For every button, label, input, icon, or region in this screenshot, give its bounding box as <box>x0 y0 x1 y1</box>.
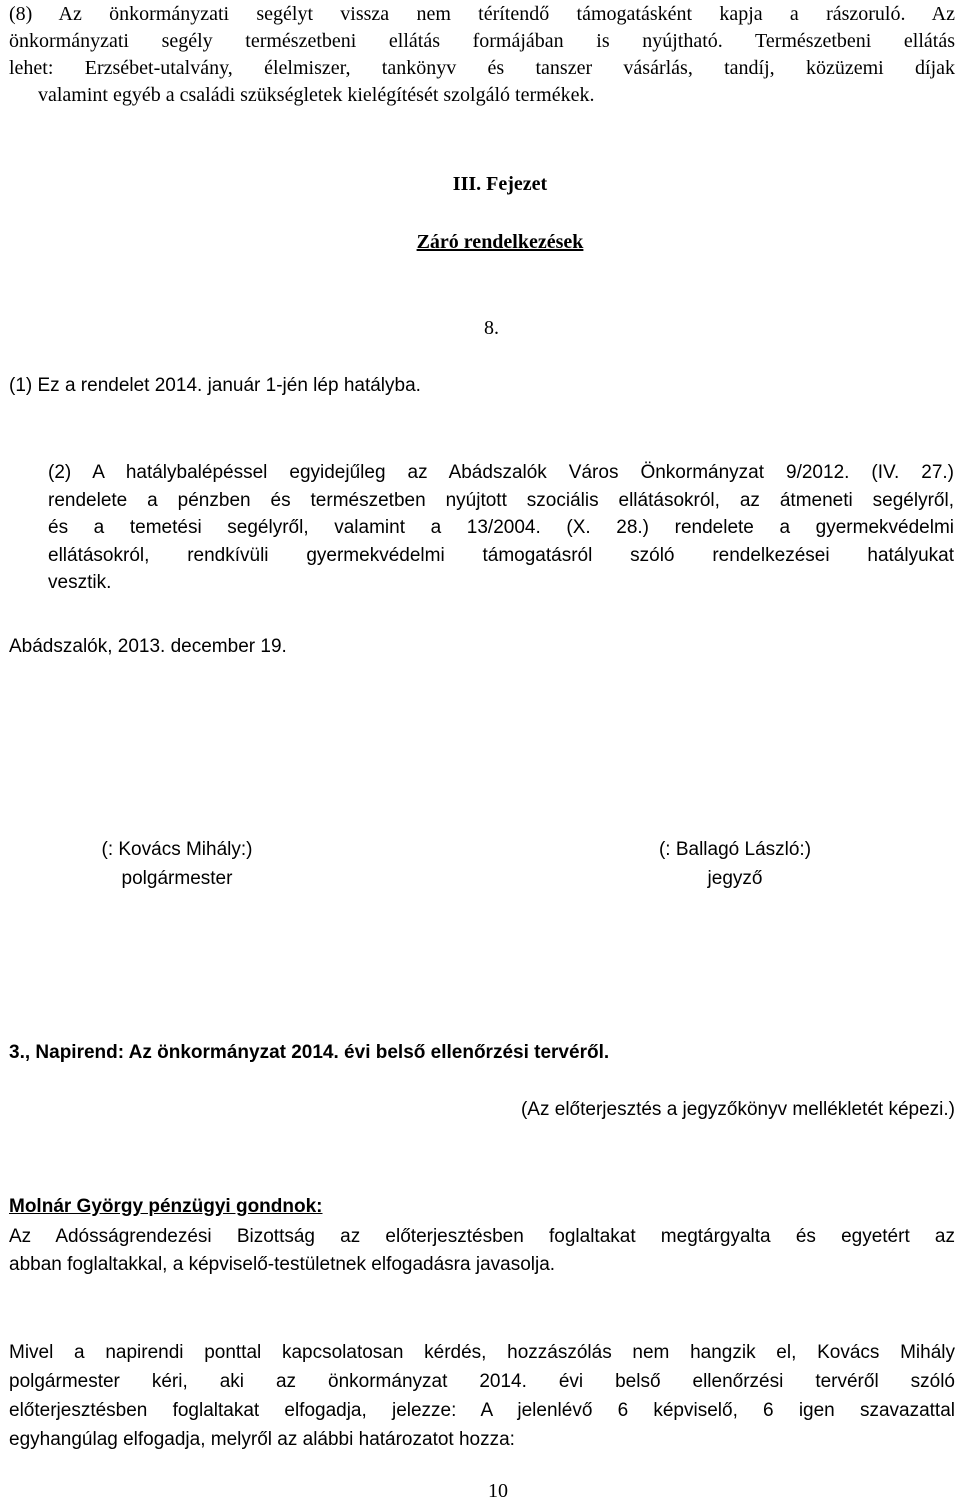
paragraph-line: valamint egyéb a családi szükségletek kielégítését szolgáló termékek. <box>38 84 595 106</box>
chapter-subtitle: Záró rendelkezések <box>416 231 584 253</box>
paragraph-line: önkormányzati segély természetbeni ellátás formájában is nyújtható. Természetbeni ellátás <box>9 30 955 52</box>
closing-line: előterjesztésben foglaltakat elfogadja, jelezze: A jelenlévő 6 képviselő, 6 igen szavazattal <box>9 1400 955 1421</box>
closing-line: Mivel a napirendi ponttal kapcsolatosan kérdés, hozzászólás nem hangzik el, Kovács Mihály <box>9 1342 955 1363</box>
page-number: 10 <box>488 1480 508 1502</box>
speaker-line: Az Adósságrendezési Bizottság az előterjesztésben foglaltakat megtárgyalta és egyetért az <box>9 1226 955 1247</box>
agenda-heading: 3., Napirend: Az önkormányzat 2014. évi belső ellenőrzési tervéről. <box>9 1042 610 1063</box>
paragraph-line: (8) Az önkormányzati segélyt vissza nem térítendő támogatásként kapja a rászoruló. Az <box>9 3 955 25</box>
signature-right <box>620 835 850 893</box>
speaker-text <box>9 1223 955 1279</box>
item-line: és a temetési segélyről, valamint a 13/2004. (X. 28.) rendelete a gyermekvédelmi <box>48 517 954 538</box>
closing-paragraph <box>9 1338 955 1454</box>
closing-line: polgármester kéri, aki az önkormányzat 2014. évi belső ellenőrzési tervéről szóló <box>9 1371 955 1392</box>
speaker-line: abban foglaltakkal, a képviselő-testületnek elfogadásra javasolja. <box>9 1254 556 1275</box>
item-line: ellátásokról, rendkívüli gyermekvédelmi támogatásról szóló rendelkezései hatályukat <box>48 544 954 566</box>
section-item-2 <box>48 459 954 597</box>
agenda-note: (Az előterjesztés a jegyzőkönyv mellékletét képezi.) <box>520 1099 955 1120</box>
signature-name: (: Kovács Mihály:) <box>101 839 253 860</box>
speaker-name: Molnár György pénzügyi gondnok: <box>9 1196 323 1217</box>
chapter-title: III. Fejezet <box>452 173 548 195</box>
signature-title: jegyző <box>707 868 763 889</box>
item-line: (2) A hatálybalépéssel egyidejűleg az Abádszalók Város Önkormányzat 9/2012. (IV. 27.) <box>48 462 954 483</box>
section-number <box>484 315 499 342</box>
item-line: rendelete a pénzben és természetben nyújtott szociális ellátásokról, az átmeneti segélyről, <box>48 489 954 511</box>
item-line: vesztik. <box>48 572 112 593</box>
signature-name: (: Ballagó László:) <box>658 839 812 860</box>
signature-title: polgármester <box>121 868 233 889</box>
closing-line: egyhangúlag elfogadja, melyről az alábbi határozatot hozza: <box>9 1429 515 1450</box>
place-date: Abádszalók, 2013. december 19. <box>9 636 287 657</box>
section-number-text: 8. <box>484 317 499 339</box>
signature-left <box>62 835 292 893</box>
paragraph-8 <box>9 1 955 109</box>
section-item-1: (1) Ez a rendelet 2014. január 1-jén lép hatályba. <box>9 375 421 396</box>
paragraph-line: lehet: Erzsébet-utalvány, élelmiszer, tankönyv és tanszer vásárlás, tandíj, közüzemi díjak <box>9 57 955 79</box>
